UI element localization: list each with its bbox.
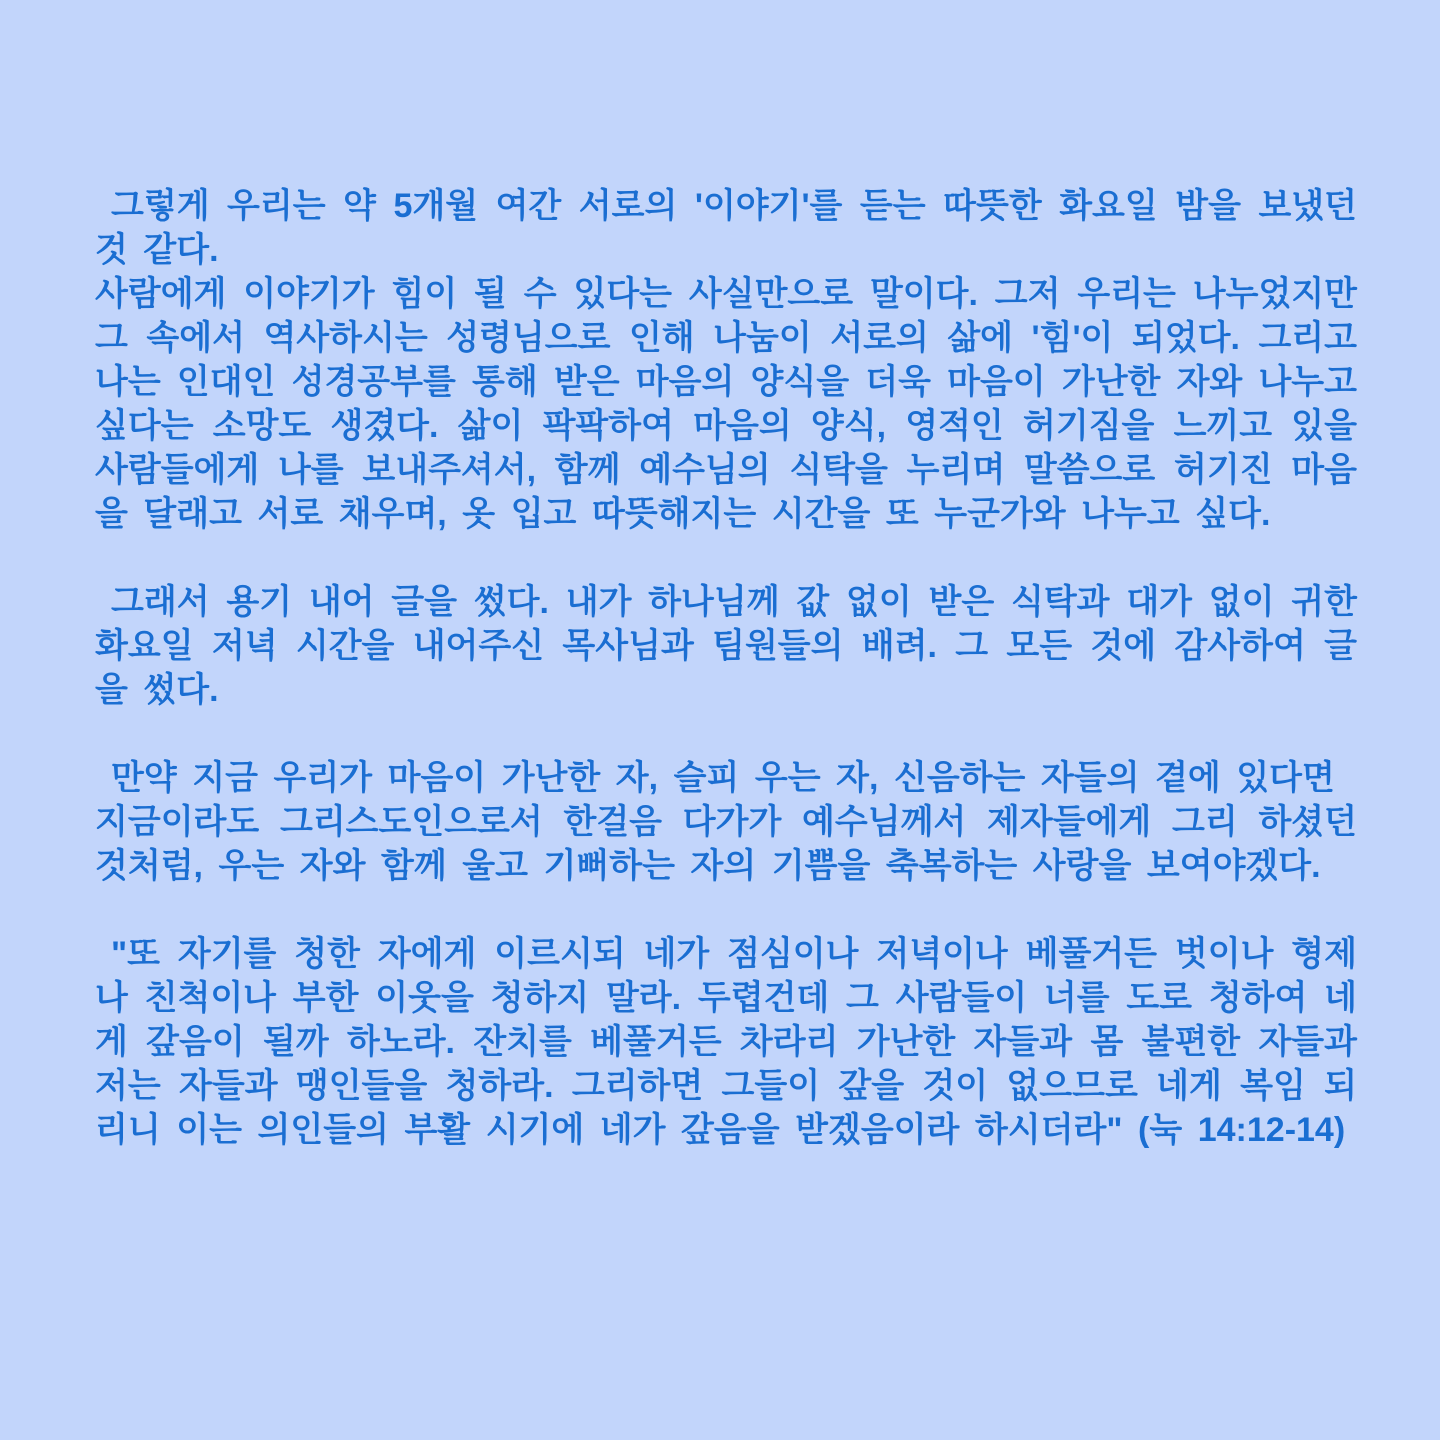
text-line: 지금이라도 그리스도인으로서 한걸음 다가가 예수님께서 제자들에게 그리 하셨던 것처럼, 우는 자와 함께 울고 기뻐하는 자의 기쁨을 축복하는 사랑을 보여야겠다. xyxy=(95,803,1357,885)
text-line: 그래서 용기 내어 글을 썼다. 내가 하나님께 값 없이 받은 식탁과 대가 없이 귀한 화요일 저녁 시간을 내어주신 목사님과 팀원들의 배려. 그 모든 것에 감사하여 글을 썼다. xyxy=(95,583,1357,709)
paragraph xyxy=(95,184,1357,536)
paragraph xyxy=(95,756,1357,888)
paragraph xyxy=(95,932,1357,1152)
paragraph xyxy=(95,580,1357,712)
document-body xyxy=(95,184,1357,1196)
text-line: "또 자기를 청한 자에게 이르시되 네가 점심이나 저녁이나 베풀거든 벗이나 형제나 친척이나 부한 이웃을 청하지 말라. 두렵건데 그 사람들이 너를 도로 청하여 네게 갚음이 될까 하노라. 잔치를 베풀거든 차라리 가난한 자들과 몸 불편한 자들과 저는 자들과 맹인들을 청하라. 그리하면 그들이 갚을 것이 없으므로 네게 복임 되리니 이는 의인들의 부활 시기에 네가 갚음을 받겠음이라 하시더라" (눅 14:12-14) xyxy=(95,935,1357,1149)
text-line: 사람에게 이야기가 힘이 될 수 있다는 사실만으로 말이다. 그저 우리는 나누었지만 그 속에서 역사하시는 성령님으로 인해 나눔이 서로의 삶에 '힘'이 되었다. 그리고 나는 인대인 성경공부를 통해 받은 마음의 양식을 더욱 마음이 가난한 자와 나누고 싶다는 소망도 생겼다. 삶이 팍팍하여 마음의 양식, 영적인 허기짐을 느끼고 있을 사람들에게 나를 보내주셔서, 함께 예수님의 식탁을 누리며 말씀으로 허기진 마음을 달래고 서로 채우며, 옷 입고 따뜻해지는 시간을 또 누군가와 나누고 싶다. xyxy=(95,275,1357,533)
text-line: 만약 지금 우리가 마음이 가난한 자, 슬피 우는 자, 신음하는 자들의 곁에 있다면 xyxy=(111,759,1335,797)
text-line: 그렇게 우리는 약 5개월 여간 서로의 '이야기'를 듣는 따뜻한 화요일 밤을 보냈던 것 같다. xyxy=(95,187,1357,269)
